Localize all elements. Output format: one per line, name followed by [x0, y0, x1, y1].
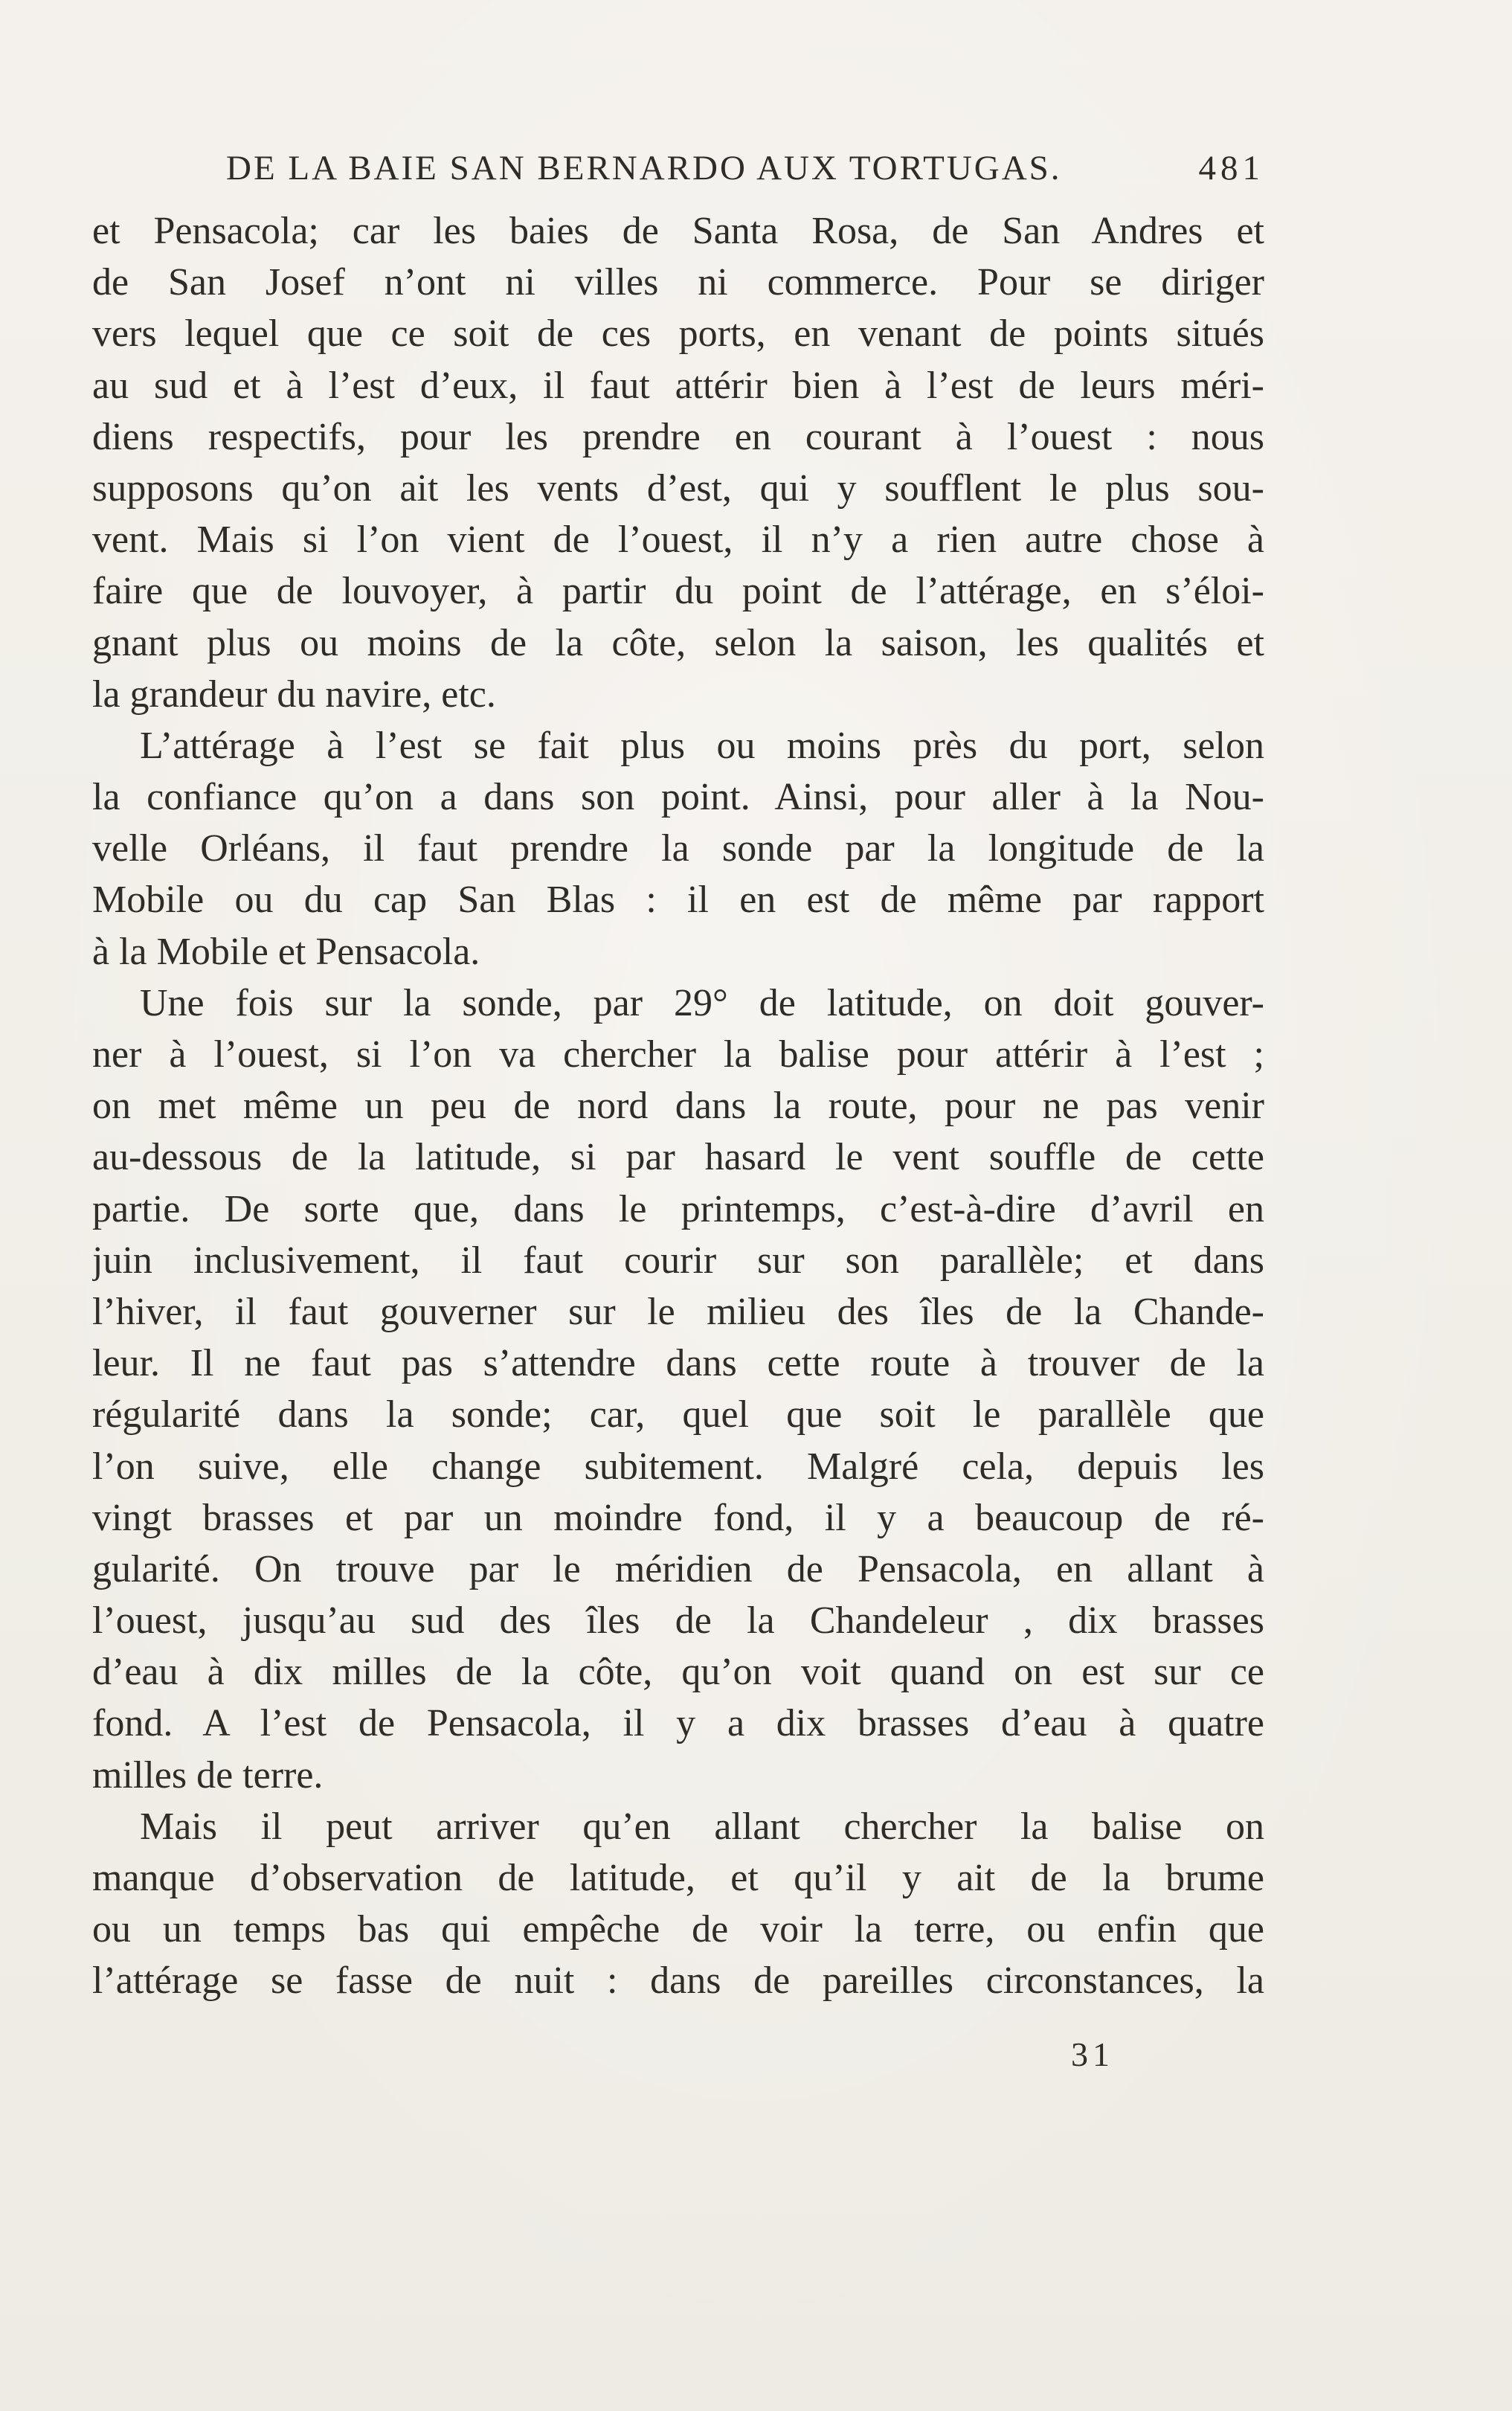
text-line: Une fois sur la sonde, par 29° de latitude, on doit gouver- — [140, 981, 1264, 1024]
text-line: L’attérage à l’est se fait plus ou moins près du port, selon — [140, 724, 1264, 767]
text-line: vingt brasses et par un moindre fond, il y a beaucoup de ré- — [92, 1496, 1264, 1539]
text-line: l’attérage se fasse de nuit : dans de pareilles circonstances, la — [92, 1959, 1264, 2003]
text-line: leur. Il ne faut pas s’attendre dans cette route à trouver de la — [92, 1342, 1264, 1385]
text-line: ner à l’ouest, si l’on va chercher la balise pour attérir à l’est ; — [92, 1033, 1264, 1076]
text-line: la confiance qu’on a dans son point. Ainsi, pour aller à la Nou- — [92, 776, 1264, 819]
text-line: l’hiver, il faut gouverner sur le milieu des îles de la Chande- — [92, 1290, 1264, 1333]
text-line: faire que de louvoyer, à partir du point de l’attérage, en s’éloi- — [92, 570, 1264, 613]
paragraph-4 — [92, 1801, 1264, 2007]
text-line: au-dessous de la latitude, si par hasard le vent souffle de cette — [92, 1136, 1264, 1179]
text-line: on met même un peu de nord dans la route, pour ne pas venir — [92, 1085, 1264, 1128]
text-line: velle Orléans, il faut prendre la sonde par la longitude de la — [92, 827, 1264, 870]
text-line: vent. Mais si l’on vient de l’ouest, il n’y a rien autre chose à — [92, 519, 1264, 562]
body-text — [92, 205, 1264, 2007]
running-title: DE LA BAIE SAN BERNARDO AUX TORTUGAS. — [226, 149, 1062, 187]
text-line: l’on suive, elle change subitement. Malgré cela, depuis les — [92, 1445, 1264, 1488]
text-line: au sud et à l’est d’eux, il faut attérir bien à l’est de leurs méri- — [92, 364, 1264, 407]
text-line: et Pensacola; car les baies de Santa Rosa, de San Andres et — [92, 210, 1264, 252]
text-line: juin inclusivement, il faut courir sur son parallèle; et dans — [92, 1239, 1264, 1282]
text-line: ou un temps bas qui empêche de voir la terre, ou enfin que — [92, 1908, 1264, 1951]
text-line: l’ouest, jusqu’au sud des îles de la Chandeleur , dix brasses — [92, 1599, 1264, 1643]
text-line: d’eau à dix milles de la côte, qu’on voit quand on est sur ce — [92, 1651, 1264, 1694]
paragraph-2 — [92, 720, 1264, 977]
text-line: la grandeur du navire, etc. — [92, 672, 496, 716]
text-line: vers lequel que ce soit de ces ports, en venant de points situés — [92, 312, 1264, 356]
text-line: à la Mobile et Pensacola. — [92, 930, 480, 973]
text-line: partie. De sorte que, dans le printemps, c’est-à-dire d’avril en — [92, 1187, 1264, 1230]
paragraph-1 — [92, 205, 1264, 720]
text-line: diens respectifs, pour les prendre en courant à l’ouest : nous — [92, 415, 1264, 458]
text-line: fond. A l’est de Pensacola, il y a dix brasses d’eau à quatre — [92, 1702, 1264, 1745]
running-head — [92, 146, 1264, 190]
text-line: gularité. On trouve par le méridien de Pensacola, en allant à — [92, 1547, 1264, 1590]
text-line: manque d’observation de latitude, et qu’il y ait de la brume — [92, 1857, 1264, 1899]
paragraph-3 — [92, 977, 1264, 1801]
text-line: gnant plus ou moins de la côte, selon la saison, les qualités et — [92, 621, 1264, 664]
text-line: Mais il peut arriver qu’en allant chercher la balise on — [140, 1805, 1264, 1848]
signature-mark: 31 — [1071, 2035, 1114, 2073]
text-line: milles de terre. — [92, 1753, 324, 1797]
page-number: 481 — [1198, 149, 1264, 187]
text-line: régularité dans la sonde; car, quel que soit le parallèle que — [92, 1393, 1264, 1436]
text-line: de San Josef n’ont ni villes ni commerce. Pour se diriger — [92, 261, 1264, 304]
text-line: supposons qu’on ait les vents d’est, qui y soufflent le plus sou- — [92, 466, 1264, 510]
text-line: Mobile ou du cap San Blas : il en est de même par rapport — [92, 879, 1264, 922]
